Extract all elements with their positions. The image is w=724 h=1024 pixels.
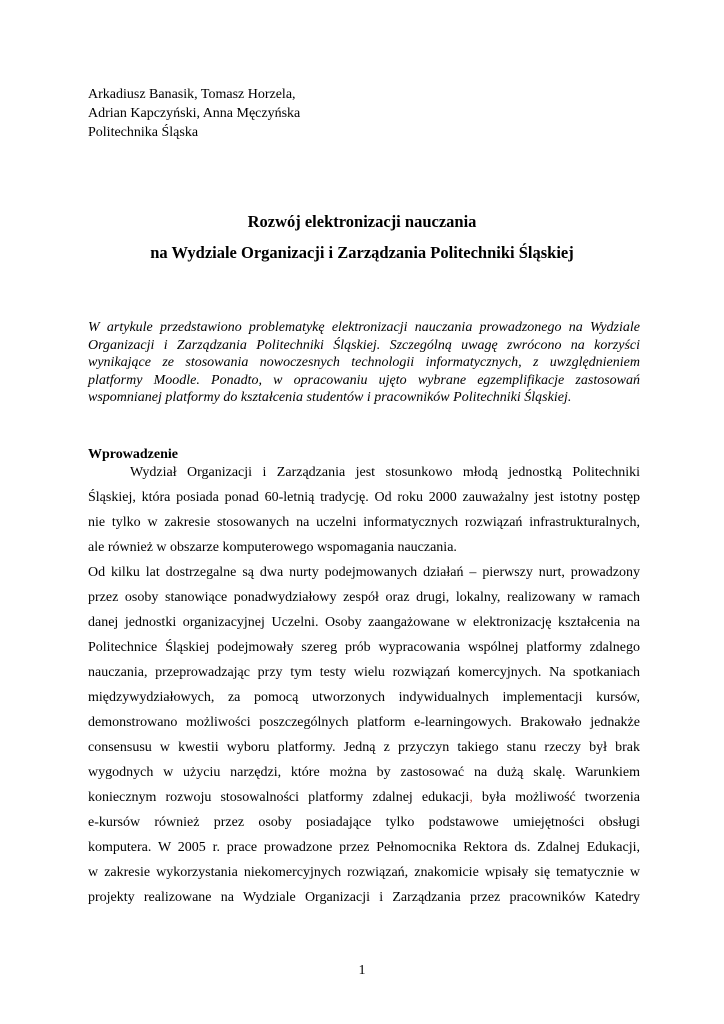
body-line: demonstrowano możliwości poszczególnych platform e-learningowych. Brakowało jednakże — [88, 715, 640, 730]
authors-block — [88, 85, 300, 142]
abstract-line: wspomnianej platformy do kształcenia studentów i pracowników Politechniki Śląskiej. — [88, 390, 572, 405]
paper-title — [0, 210, 724, 272]
body-line: Od kilku lat dostrzegalne są dwa nurty podejmowanych działań – pierwszy nurt, prowadzony — [88, 565, 640, 580]
body-line: consensusu w kwestii wyboru platformy. Jedną z przyczyn takiego stanu rzeczy był brak — [88, 740, 640, 755]
body-line: Politechnice Śląskiej podejmowały szereg prób wypracowania wspólnej platformy zdalnego — [88, 640, 640, 655]
authors-line: Adrian Kapczyński, Anna Męczyńska — [88, 106, 301, 121]
body-line: nie tylko w zakresie stosowanych na uczelni informatycznych rozwiązań infrastrukturalnych, — [88, 515, 640, 530]
abstract-line: W artykule przedstawiono problematykę elektronizacji nauczania prowadzonego na Wydziale — [88, 320, 640, 335]
body-line: komputera. W 2005 r. prace prowadzone przez Pełnomocnika Rektora ds. Zdalnej Edukacji, — [88, 840, 640, 855]
section-heading: Wprowadzenie — [88, 447, 178, 462]
body-line: e-kursów również przez osoby posiadające tylko podstawowe umiejętności obsługi — [88, 815, 640, 830]
body-line — [88, 785, 640, 810]
body-line: międzywydziałowych, za pomocą utworzonych indywidualnych implementacji kursów, — [88, 690, 640, 705]
body-line: wygodnych w użyciu narzędzi, które można by zastosować na dużą skalę. Warunkiem — [88, 765, 640, 780]
body-line: nauczania, przeprowadzając przy tym testy wielu rozwiązań komercyjnych. Na spotkaniach — [88, 665, 640, 680]
section-body — [88, 460, 640, 910]
abstract-line: wynikające ze stosowania nowoczesnych technologii informatycznych, z uwzględnieniem — [88, 355, 640, 370]
page-number: 1 — [358, 963, 366, 978]
body-line: w zakresie wykorzystania niekomercyjnych rozwiązań, znakomicie wpisały się tematycznie w — [88, 865, 640, 880]
title-line: na Wydziale Organizacji i Zarządzania Politechniki Śląskiej — [150, 243, 574, 262]
abstract-line: Organizacji i Zarządzania Politechniki Śląskiej. Szczególną uwagę zwrócono na korzyści — [88, 337, 640, 353]
body-line: przez osoby stanowiące ponadwydziałowy zespół oraz drugi, lokalny, realizowany w ramach — [88, 590, 640, 605]
highlighted-comma: , — [469, 790, 473, 805]
body-line-part: koniecznym rozwoju stosowalności platformy zdalnej edukacji — [88, 790, 470, 805]
affiliation: Politechnika Śląska — [88, 125, 199, 140]
title-line: Rozwój elektronizacji nauczania — [247, 212, 477, 231]
abstract — [88, 319, 640, 407]
body-line: ale również w obszarze komputerowego wspomagania nauczania. — [88, 540, 457, 555]
body-line: Śląskiej, która posiada ponad 60-letnią tradycję. Od roku 2000 zauważalny jest istotny postęp — [88, 490, 640, 505]
body-line: danej jednostki organizacyjnej Uczelni. Osoby zaangażowane w elektronizację kształcenia na — [88, 615, 640, 630]
abstract-line: platformy Moodle. Ponadto, w opracowaniu ujęto wybrane egzemplifikacje zastosowań — [88, 372, 640, 388]
authors-line: Arkadiusz Banasik, Tomasz Horzela, — [88, 87, 296, 102]
body-line: Wydział Organizacji i Zarządzania jest stosunkowo młodą jednostką Politechniki — [130, 465, 640, 480]
body-line: projekty realizowane na Wydziale Organizacji i Zarządzania przez pracowników Katedry — [88, 890, 640, 905]
body-line-part: , była możliwość tworzenia — [469, 790, 641, 805]
